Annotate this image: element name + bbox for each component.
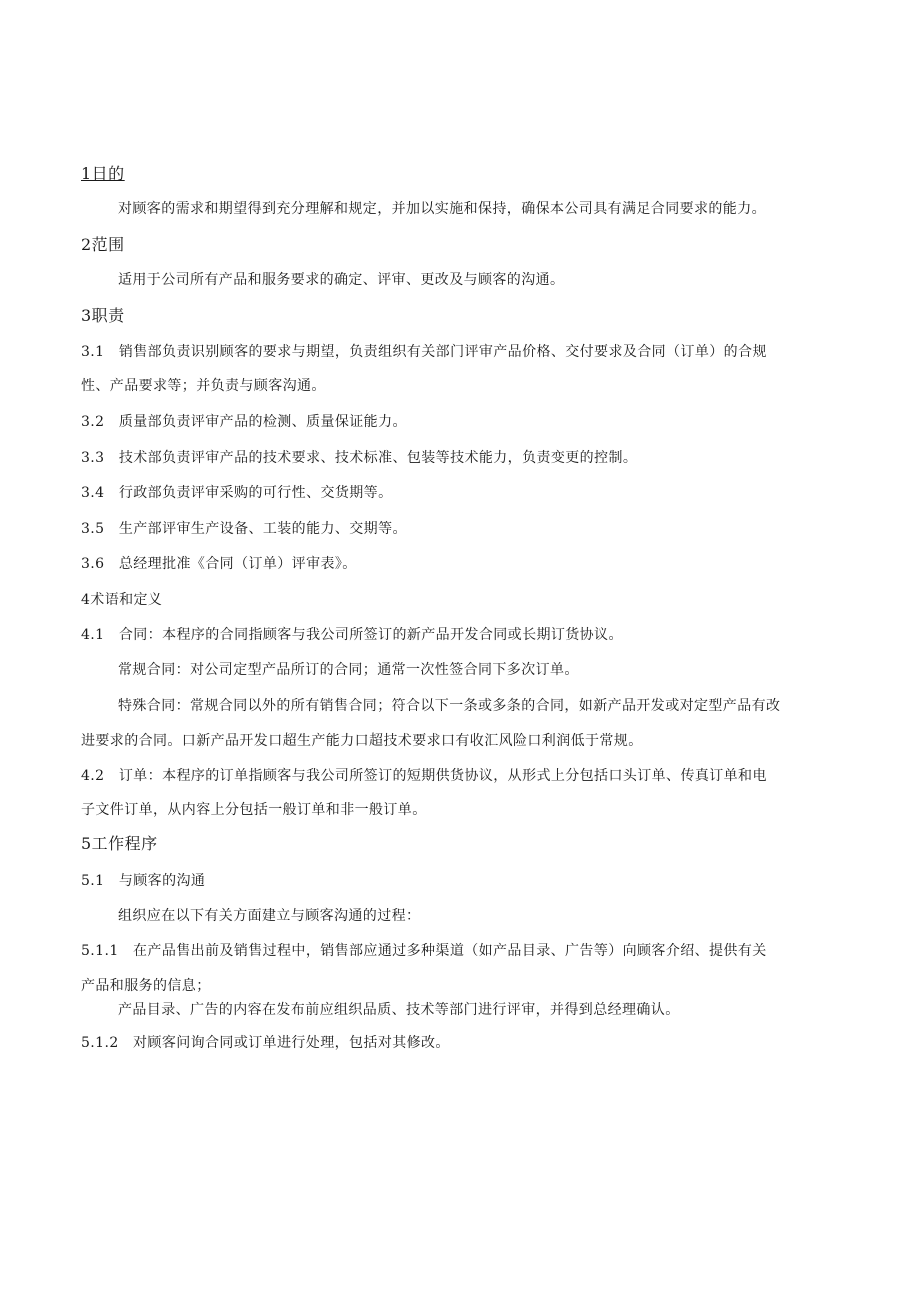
section-1-heading [81,163,125,185]
section-2-heading: 2范围 [81,235,125,254]
section-5-1-1-line-2: 产品和服务的信息； [81,978,211,994]
section-4-heading: 4术语和定义 [81,592,163,608]
section-5-1: 5.1 与顾客的沟通 [81,873,206,889]
section-5-heading: 5工作程序 [81,834,158,853]
section-5-1-1-line-1: 5.1.1 在产品售出前及销售过程中，销售部应通过多种渠道（如产品目录、广告等）向顾客介绍、提供有关 [81,943,767,959]
section-3-1-line-2: 性、产品要求等；并负责与顾客沟通。 [81,378,326,394]
section-3-6: 3.6 总经理批准《合同（订单）评审表》。 [81,556,357,572]
section-4-1-special-contract-line-2: 进要求的合同。口新产品开发口超生产能力口超技术要求口有收汇风险口利润低于常规。 [81,733,643,749]
section-1-paragraph: 对顾客的需求和期望得到充分理解和规定，并加以实施和保持，确保本公司具有满足合同要求的能力。 [118,201,766,217]
section-3-2: 3.2 质量部负责评审产品的检测、质量保证能力。 [81,414,407,430]
section-4-2-line-1: 4.2 订单：本程序的订单指顾客与我公司所签订的短期供货协议，从形式上分包括口头订单、传真订单和电 [81,768,767,784]
section-3-1-line-1: 3.1 销售部负责识别顾客的要求与期望，负责组织有关部门评审产品价格、交付要求及合同（订单）的合规 [81,344,767,360]
section-5-1-paragraph: 组织应在以下有关方面建立与顾客沟通的过程： [118,908,421,924]
section-2-paragraph: 适用于公司所有产品和服务要求的确定、评审、更改及与顾客的沟通。 [118,272,565,288]
section-5-1-2: 5.1.2 对顾客问询合同或订单进行处理，包括对其修改。 [81,1035,450,1051]
section-4-1: 4.1 合同：本程序的合同指顾客与我公司所签订的新产品开发合同或长期订货协议。 [81,627,623,643]
section-4-1-special-contract-line-1: 特殊合同：常规合同以外的所有销售合同；符合以下一条或多条的合同，如新产品开发或对定型产品有改 [118,698,781,714]
section-3-3: 3.3 技术部负责评审产品的技术要求、技术标准、包装等技术能力，负责变更的控制。 [81,450,638,466]
section-3-4: 3.4 行政部负责评审采购的可行性、交货期等。 [81,485,393,501]
section-3-5: 3.5 生产部评审生产设备、工装的能力、交期等。 [81,521,407,537]
section-4-1-regular-contract: 常规合同：对公司定型产品所订的合同；通常一次性签合同下多次订单。 [118,662,579,678]
section-4-2-line-2: 子文件订单，从内容上分包括一般订单和非一般订单。 [81,802,427,818]
section-3-heading: 3职责 [81,306,125,325]
section-5-1-1-line-3: 产品目录、广告的内容在发布前应组织品质、技术等部门进行评审，并得到总经理确认。 [118,1002,680,1018]
section-1-title: 1日的 [81,164,125,183]
